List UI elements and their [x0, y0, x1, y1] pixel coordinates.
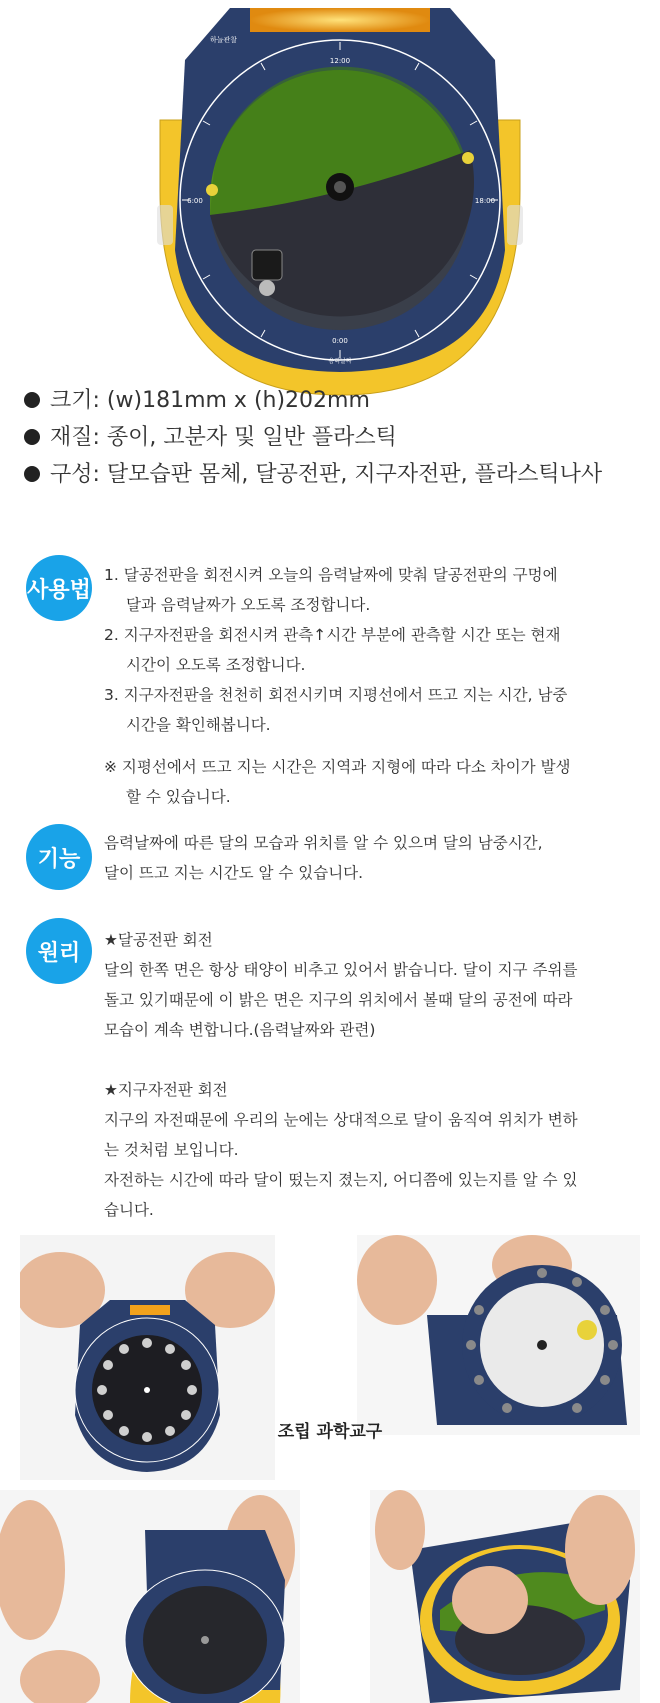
principle-badge: 원리 — [26, 918, 92, 984]
svg-text:하늘관찰: 하늘관찰 — [210, 36, 238, 44]
usage-line: 3. 지구자전판을 천천히 회전시키며 지평선에서 뜨고 지는 시간, 남중 — [104, 686, 568, 704]
svg-text:0:00: 0:00 — [332, 337, 348, 345]
usage-line: 시간이 오도록 조정합니다. — [126, 656, 306, 674]
spec-size: 크기: (w)181mm x (h)202mm — [24, 383, 370, 414]
bullet-icon — [24, 466, 40, 482]
svg-text:음력날짜: 음력날짜 — [328, 358, 352, 365]
usage-note: 할 수 있습니다. — [126, 788, 231, 806]
svg-text:18:00: 18:00 — [474, 197, 496, 205]
function-badge: 기능 — [26, 824, 92, 890]
usage-line: 1. 달공전판을 회전시켜 오늘의 음력날짜에 맞춰 달공전판의 구멍에 — [104, 566, 558, 584]
bullet-icon — [24, 429, 40, 445]
bullet-icon — [24, 392, 40, 408]
principle-heading: ★달공전판 회전 — [104, 931, 213, 949]
assembly-photo-4 — [370, 1490, 640, 1703]
usage-line: 달과 음력날짜가 오도록 조정합니다. — [126, 596, 371, 614]
moon-phase-dial-image — [140, 0, 540, 400]
principle-line: 지구의 자전때문에 우리의 눈에는 상대적으로 달이 움직여 위치가 변하 — [104, 1111, 578, 1129]
usage-line: 2. 지구자전판을 회전시켜 관측↑시간 부분에 관측할 시간 또는 현재 — [104, 626, 561, 644]
usage-badge: 사용법 — [26, 555, 92, 621]
principle-line: 는 것처럼 보입니다. — [104, 1141, 239, 1159]
usage-note: ※ 지평선에서 뜨고 지는 시간은 지역과 지형에 따라 다소 차이가 발생 — [104, 758, 571, 776]
principle-line: 습니다. — [104, 1201, 154, 1219]
usage-line: 시간을 확인해봅니다. — [126, 716, 271, 734]
principle-line: 모습이 계속 변합니다.(음력날짜와 관련) — [104, 1021, 376, 1039]
function-line: 음력날짜에 따른 달의 모습과 위치를 알 수 있으며 달의 남중시간, — [104, 834, 543, 852]
assembly-caption: 조립 과학교구 — [277, 1422, 383, 1442]
svg-text:6:00: 6:00 — [187, 197, 203, 205]
assembly-photo-1 — [20, 1235, 275, 1480]
principle-line: 돌고 있기때문에 이 밝은 면은 지구의 위치에서 볼때 달의 공전에 따라 — [104, 991, 573, 1009]
assembly-photo-2 — [357, 1235, 640, 1435]
assembly-photo-3 — [0, 1490, 300, 1703]
svg-text:12:00: 12:00 — [329, 57, 351, 65]
spec-material: 재질: 종이, 고분자 및 일반 플라스틱 — [24, 420, 397, 451]
function-line: 달이 뜨고 지는 시간도 알 수 있습니다. — [104, 864, 364, 882]
principle-line: 자전하는 시간에 따라 달이 떴는지 졌는지, 어디쯤에 있는지를 알 수 있 — [104, 1171, 578, 1189]
principle-heading: ★지구자전판 회전 — [104, 1081, 228, 1099]
spec-components: 구성: 달모습판 몸체, 달공전판, 지구자전판, 플라스틱나사 — [24, 457, 602, 488]
principle-line: 달의 한쪽 면은 항상 태양이 비추고 있어서 밝습니다. 달이 지구 주위를 — [104, 961, 578, 979]
